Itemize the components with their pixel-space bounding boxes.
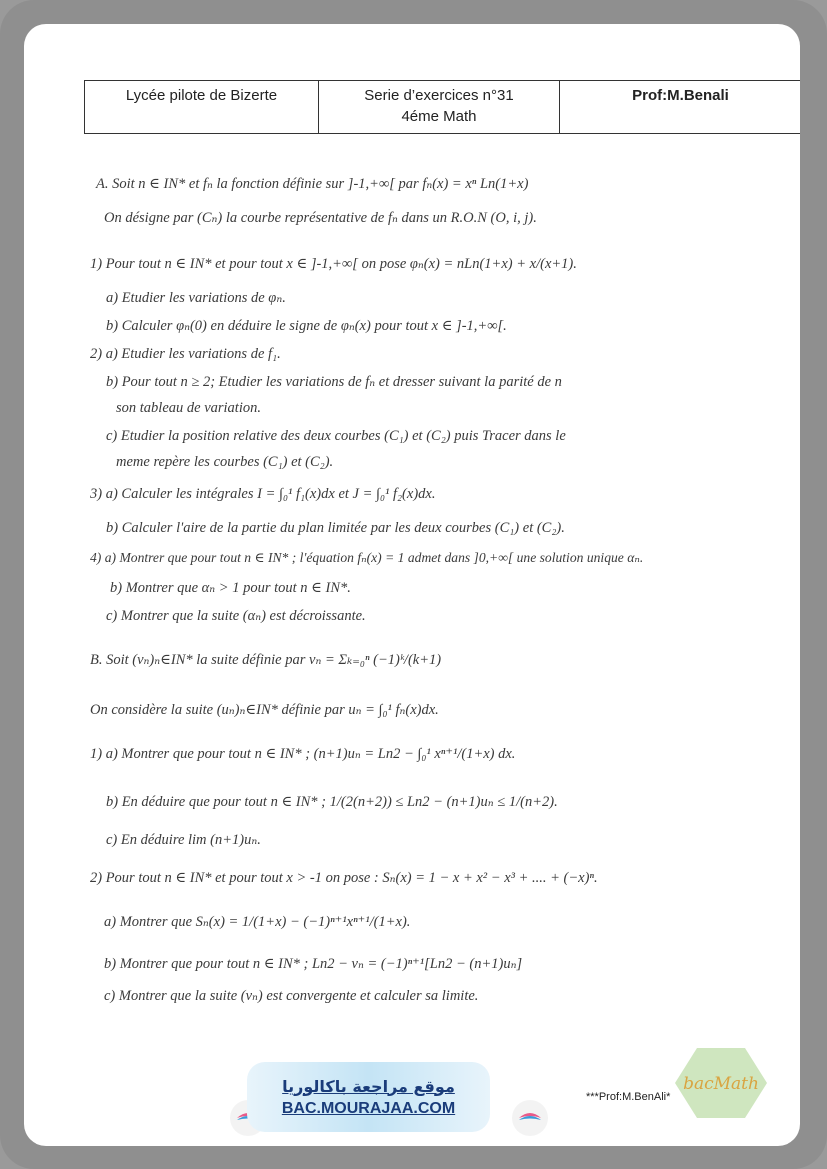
series-class: 4éme Math — [401, 108, 477, 125]
exercise-line: 2) Pour tout n ∈ IN* et pour tout x > -1 on pose : Sₙ(x) = 1 − x + x² − x³ + .... + (−x)ⁿ. — [90, 870, 598, 886]
author-credit: ***Prof:M.BenAli* — [586, 1091, 671, 1103]
school-name: Lycée pilote de Bizerte — [125, 87, 278, 104]
exercise-line: 1) Pour tout n ∈ IN* et pour tout x ∈ ]-1,+∞[ on pose φₙ(x) = nLn(1+x) + x/(x+1). — [90, 256, 577, 272]
exercise-line: 1) a) Montrer que pour tout n ∈ IN* ; (n+1)uₙ = Ln2 − ∫₀¹ xⁿ⁺¹/(1+x) dx. — [90, 746, 516, 762]
site-banner[interactable] — [247, 1062, 490, 1132]
header-teacher — [560, 81, 800, 133]
banner-site-link[interactable]: BAC.MOURAJAA.COM — [281, 1099, 456, 1117]
exercise-line: c) Etudier la position relative des deux courbes (C₁) et (C₂) puis Tracer dans le — [106, 428, 566, 444]
exercise-line: a) Montrer que Sₙ(x) = 1/(1+x) − (−1)ⁿ⁺¹xⁿ⁺¹/(1+x). — [104, 914, 411, 930]
exercise-line: On désigne par (Cₙ) la courbe représentative de fₙ dans un R.O.N (O, i, j). — [104, 210, 537, 226]
exercise-line: meme repère les courbes (C₁) et (C₂). — [116, 454, 334, 470]
exercise-line: b) Montrer que αₙ > 1 pour tout n ∈ IN*. — [110, 580, 351, 596]
exercise-line: c) Montrer que la suite (vₙ) est convergente et calculer sa limite. — [104, 988, 479, 1004]
header-series — [319, 81, 560, 133]
banner-arabic-text[interactable]: موقع مراجعة باكالوريا — [282, 1076, 455, 1096]
exercise-line: A. Soit n ∈ IN* et fₙ la fonction définie sur ]-1,+∞[ par fₙ(x) = xⁿ Ln(1+x) — [96, 176, 529, 192]
exercise-line: 2) a) Etudier les variations de f₁. — [90, 346, 281, 362]
exercise-line: b) Calculer φₙ(0) en déduire le signe de φₙ(x) pour tout x ∈ ]-1,+∞[. — [106, 318, 507, 334]
exercise-line: 3) a) Calculer les intégrales I = ∫₀¹ f₁(x)dx et J = ∫₀¹ f₂(x)dx. — [90, 486, 436, 502]
exercise-line: c) En déduire lim (n+1)uₙ. — [106, 832, 261, 848]
exercise-line: a) Etudier les variations de φₙ. — [106, 290, 286, 306]
header-school — [85, 81, 319, 133]
right-logo-icon — [512, 1100, 548, 1136]
exercise-line: c) Montrer que la suite (αₙ) est décroissante. — [106, 608, 366, 624]
exercise-line: b) En déduire que pour tout n ∈ IN* ; 1/(2(n+2)) ≤ Ln2 − (n+1)uₙ ≤ 1/(n+2). — [106, 794, 558, 810]
badge-text: bacMath — [683, 1074, 759, 1094]
exercise-line: B. Soit (vₙ)ₙ∈IN* la suite définie par vₙ = Σₖ₌₀ⁿ (−1)ᵏ/(k+1) — [90, 652, 442, 668]
exercise-line: On considère la suite (uₙ)ₙ∈IN* définie par uₙ = ∫₀¹ fₙ(x)dx. — [90, 702, 439, 718]
exercise-line: 4) a) Montrer que pour tout n ∈ IN* ; l'équation fₙ(x) = 1 admet dans ]0,+∞[ une solution unique αₙ. — [90, 550, 644, 565]
exercise-line: b) Pour tout n ≥ 2; Etudier les variations de fₙ et dresser suivant la parité de n — [106, 374, 562, 390]
bacmath-badge-icon — [673, 1046, 769, 1120]
exercise-line: b) Montrer que pour tout n ∈ IN* ; Ln2 − vₙ = (−1)ⁿ⁺¹[Ln2 − (n+1)uₙ] — [104, 956, 523, 972]
exercise-line: b) Calculer l'aire de la partie du plan limitée par les deux courbes (C₁) et (C₂). — [106, 520, 565, 536]
exercise-line: son tableau de variation. — [116, 400, 261, 416]
header-table — [84, 80, 800, 134]
teacher-name: Prof:M.Benali — [632, 87, 729, 104]
series-title: Serie d’exercices n°31 — [364, 87, 514, 104]
document-page — [24, 24, 800, 1146]
